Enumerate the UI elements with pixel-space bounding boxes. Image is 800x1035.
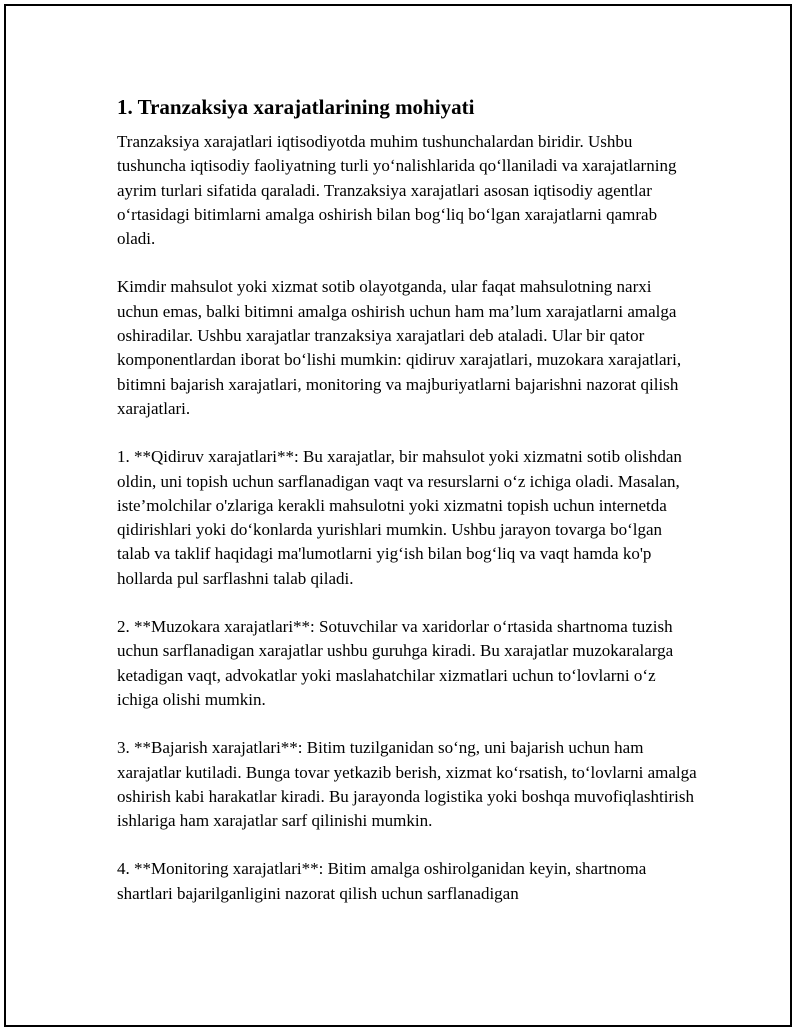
paragraph-components: Kimdir mahsulot yoki xizmat sotib olayotganda, ular faqat mahsulotning narxi uchun emas, balki bitimni amalga oshirish uchun ham ma’lum xarajatlarni amalga oshiradilar. Ushbu xarajatlar tranzaksiya xarajatlari deb ataladi. Ular bir qator komponentlardan iborat bo‘lishi mumkin: qidiruv xarajatlari, muzokara xarajatlari, bitimni bajarish xarajatlari, monitoring va majburiyatlarni bajarishni nazorat qilish xarajatlari. <box>117 277 682 418</box>
paragraph-execution-costs: 3. **Bajarish xarajatlari**: Bitim tuzilganidan so‘ng, uni bajarish uchun ham xarajatlar kutiladi. Bunga tovar yetkazib berish, xizmat ko‘rsatish, to‘lovlarni amalga oshirish kabi harakatlar kiradi. Bu jarayonda logistika yoki boshqa muvofiqlashtirish ishlariga ham xarajatlar sarf qilinishi mumkin. <box>117 738 697 831</box>
document-body <box>117 92 697 930</box>
section-heading: 1. Tranzaksiya xarajatlarining mohiyati <box>117 95 475 119</box>
paragraph-monitoring-costs: 4. **Monitoring xarajatlari**: Bitim amalga oshirolganidan keyin, shartnoma shartlari bajarilganligini nazorat qilish uchun sarflanadigan <box>117 859 647 903</box>
paragraph-search-costs: 1. **Qidiruv xarajatlari**: Bu xarajatlar, bir mahsulot yoki xizmatni sotib olishdan oldin, uni topish uchun sarflanadigan vaqt va resurslarni o‘z ichiga oladi. Masalan, iste’molchilar o'zlariga kerakli mahsulotni yoki xizmatni topish uchun internetda qidirishlari yoki do‘konlarda yurishlari mumkin. Ushbu jarayon tovarga bo‘lgan talab va taklif haqidagi ma'lumotlarni yig‘ish bilan bog‘liq va vaqt hamda ko'p hollarda pul sarflashni talab qiladi. <box>117 447 682 588</box>
paragraph-negotiation-costs: 2. **Muzokara xarajatlari**: Sotuvchilar va xaridorlar o‘rtasida shartnoma tuzish uchun sarflanadigan xarajatlar ushbu guruhga kiradi. Bu xarajatlar muzokaralarga ketadigan vaqt, advokatlar yoki maslahatchilar xizmatlari uchun to‘lovlarni o‘z ichiga olishi mumkin. <box>117 617 674 709</box>
paragraph-intro: Tranzaksiya xarajatlari iqtisodiyotda muhim tushunchalardan biridir. Ushbu tushuncha iqtisodiy faoliyatning turli yo‘nalishlarida qo‘llaniladi va xarajatlarning ayrim turlari sifatida qaraladi. Tranzaksiya xarajatlari asosan iqtisodiy agentlar o‘rtasidagi bitimlarni amalga oshirish bilan bog‘liq bo‘lgan xarajatlarni qamrab oladi. <box>117 132 677 249</box>
